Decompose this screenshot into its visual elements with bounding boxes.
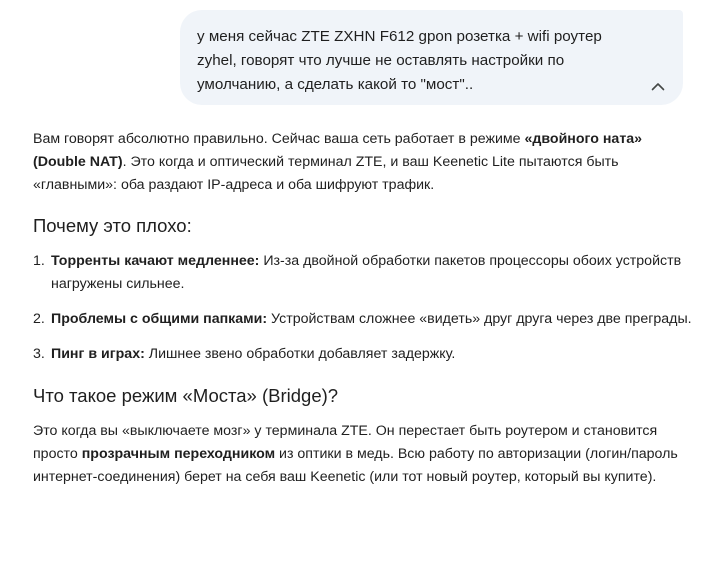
list-item	[33, 343, 693, 366]
intro-bold: «двойного ната» (Double NAT)	[33, 131, 643, 170]
why-heading: Почему это плохо:	[33, 215, 192, 236]
list-item-text: Из-за двойной обработки пакетов процессоры обоих устройств нагружены сильнее.	[51, 253, 682, 292]
list-item-text: Лишнее звено обработки добавляет задержку.	[144, 346, 456, 362]
list-item-bold: Торренты качают медленнее:	[51, 253, 260, 269]
list-item-number: 3.	[33, 346, 45, 362]
bridge-text-2: из оптики в медь. Всю работу по авторизации (логин/пароль интернет-соединения) берет на себя ваш Keenetic (или тот новый роутер, который вы купите).	[33, 446, 678, 485]
user-message-bubble	[180, 10, 683, 105]
list-item	[33, 250, 693, 296]
assistant-response	[33, 128, 693, 489]
why-list	[33, 250, 693, 366]
list-item-number: 1.	[33, 253, 45, 269]
list-item-bold: Проблемы с общими папками:	[51, 311, 268, 327]
chevron-up-icon	[651, 82, 665, 91]
bridge-paragraph	[33, 420, 693, 489]
list-item-text: Устройствам сложнее «видеть» друг друга через две преграды.	[267, 311, 692, 327]
list-item-number: 2.	[33, 311, 45, 327]
intro-text-1: Вам говорят абсолютно правильно. Сейчас ваша сеть работает в режиме	[33, 131, 525, 147]
intro-text-2: . Это когда и оптический терминал ZTE, и ваш Keenetic Lite пытаются быть «главными»: оба раздают IP-адреса и оба шифруют трафик.	[33, 154, 619, 193]
bridge-bold: прозрачным переходником	[81, 446, 276, 462]
user-message-text: у меня сейчас ZTE ZXHN F612 gpon розетка + wifi роутер zyhel, говорят что лучше не оставлять настройки по умолчанию, а сделать какой то "мост"..	[197, 28, 602, 93]
collapse-button[interactable]	[645, 73, 671, 99]
bridge-text-1: Это когда вы «выключаете мозг» у терминала ZTE. Он перестает быть роутером и становится просто	[33, 423, 658, 462]
list-item	[33, 308, 693, 331]
list-item-bold: Пинг в играх:	[51, 346, 145, 362]
bridge-heading: Что такое режим «Моста» (Bridge)?	[33, 385, 339, 406]
intro-paragraph	[33, 128, 693, 197]
